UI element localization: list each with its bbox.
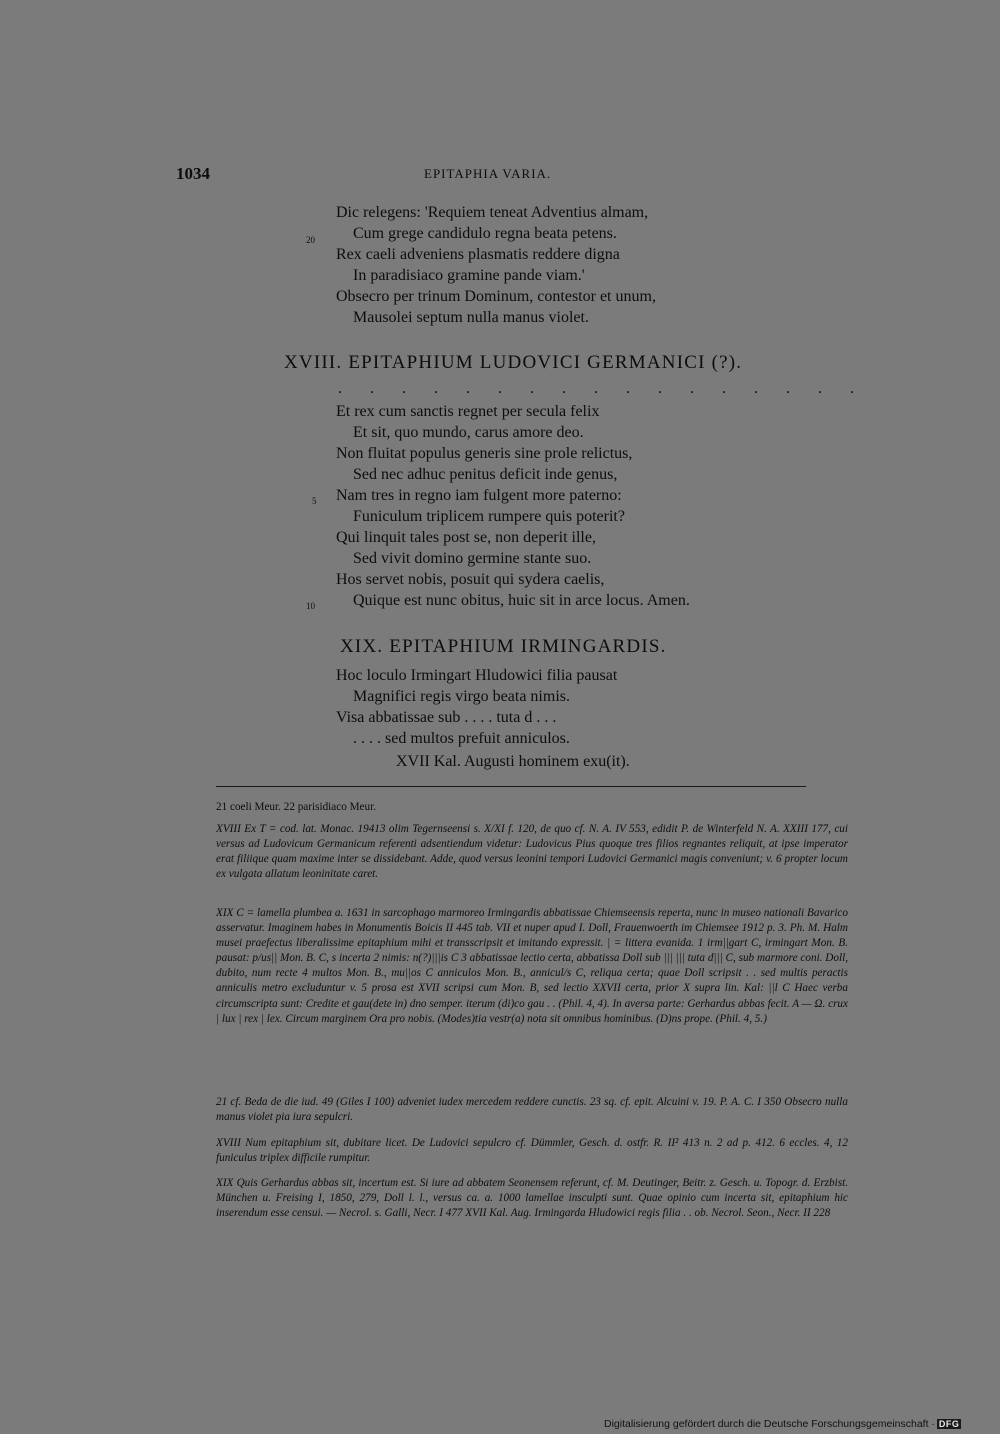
verse-line: Rex caeli adveniens plasmatis reddere digna bbox=[336, 246, 620, 263]
lacuna-dots: . . . . . . . . . . . . . . . . . bbox=[338, 380, 866, 397]
apparatus-note-xviii bbox=[216, 822, 848, 882]
source-note-xix bbox=[216, 1176, 848, 1221]
verse-line: Cum grege candidulo regna beata petens. bbox=[353, 225, 617, 242]
running-title: EPITAPHIA VARIA. bbox=[424, 166, 552, 181]
source-note-21 bbox=[216, 1095, 848, 1125]
note-text: XIX Quis Gerhardus abbas sit, incertum est. Si iure ad abbatem Seonensem referunt, cf. M. Deutinger, Beitr. z. Gesch. u. Topogr. d. Erzbist. München u. Freising I, 1850, 279, Doll l. l., versus ca. a. 1000 lamellae insculpti sunt. Quae opinio cum incerta sit, epitaphium hic inserendum esse censui. — Necrol. s. Galli, Necr. I 477 XVII Kal. Aug. Irmingarda Hludowici regis filia . . ob. Necrol. Seon., Necr. II 228 bbox=[216, 1177, 848, 1220]
verse-line: Dic relegens: 'Requiem teneat Adventius almam, bbox=[336, 204, 649, 221]
verse-line: Obsecro per trinum Dominum, contestor et unum, bbox=[336, 288, 656, 305]
verse-line: Visa abbatissae sub . . . . tuta d . . . bbox=[336, 709, 557, 726]
line-number: 10 bbox=[306, 601, 315, 611]
verse-line: In paradisiaco gramine pande viam.' bbox=[353, 267, 585, 284]
verse-line: Mausolei septum nulla manus violet. bbox=[353, 309, 589, 326]
verse-line: Et sit, quo mundo, carus amore deo. bbox=[353, 424, 584, 441]
line-number: 5 bbox=[312, 496, 317, 506]
note-text: XVIII Ex T = cod. lat. Monac. 19413 olim Tegernseensi s. X/XI f. 120, de quo cf. N. A. IV 553, edidit P. de Winterfeld N. A. XXIII 177, cui versus ad Ludovicum Germanicum referenti adsentiendum videtur: Ludovicus Pius quoque tres filios regnantes reliquit, at ipse imperator erat filiique quam maxime inter se dissidebant. Adde, quod versus leonini tempori Ludovici Germanici magis conveniunt; v. 6 propter locum ex vulgata allatum leoninitate caret. bbox=[216, 823, 848, 881]
verse-line: . . . . sed multos prefuit anniculos. bbox=[353, 730, 570, 747]
note-text: XIX C = lamella plumbea a. 1631 in sarcophago marmoreo Irmingardis abbatissae Chiemseensis reperta, nunc in museo nationali Bavarico asservatur. Imaginem habes in Monumentis Boicis II 445 tab. VII et nuper apud I. Doll, Frauenwoerth im Chiemsee 1912 p. 3. Ph. M. Halm musei praefectus liberalissime epitaphium mihi et transscripsit et imitando expressit. | = littera evanida. 1 irm||gart C, irmingart Mon. B. pausat: p/us|| Mon. B. C, s incerta 2 nimis: n(?)|||is C 3 abbatissae lectio certa, abbatissa Doll sub ||| ||| tuta d||| C, sub marmore coni. Doll, dubito, num recte 4 multos Mon. B., mu||os C anniculos Mon. B., annicul/s C, reliqua certa; quae Doll scripsit . . sed multis peractis anniculis metro excluduntur v. 5 prosa est XVII scripsi cum Mon. B, sed lectio XXVII certa, prior X supra lin. Kal: ||l C Haec verba circumscripta sunt: Credite et gau(dete in) dno semper. iterum (di)co gau . . (Phil. 4, 4). In aversa parte: Gerhardus abbas fecit. A — Ω. crux | lux | rex | lex. Circum marginem Ora pro nobis. (Modes)tia vestr(a) nota sit omnibus hominibus. (D)ns prope. (Phil. 4, 5.) bbox=[216, 907, 848, 1025]
source-note-xviii bbox=[216, 1136, 848, 1166]
note-text: XVIII Num epitaphium sit, dubitare licet. De Ludovici sepulcro cf. Dümmler, Gesch. d. ostfr. R. II² 413 n. 2 ad p. 412. 6 eccles. 4, 12 funiculus triplex difficile rumpitur. bbox=[216, 1137, 848, 1165]
line-number: 20 bbox=[306, 235, 315, 245]
verse-line: Magnifici regis virgo beata nimis. bbox=[353, 688, 570, 705]
verse-line: Et rex cum sanctis regnet per secula felix bbox=[336, 403, 600, 420]
digitization-footer bbox=[604, 1418, 961, 1430]
verse-line: Hoc loculo Irmingart Hludowici filia pausat bbox=[336, 667, 618, 684]
verse-line: Qui linquit tales post se, non deperit ille, bbox=[336, 529, 596, 546]
apparatus-note-xix bbox=[216, 906, 848, 1027]
divider-rule bbox=[216, 786, 806, 787]
verse-line: Sed nec adhuc penitus deficit inde genus, bbox=[353, 466, 618, 483]
verse-line: Quique est nunc obitus, huic sit in arce locus. Amen. bbox=[353, 592, 690, 609]
verse-line: Hos servet nobis, posuit qui sydera caelis, bbox=[336, 571, 605, 588]
verse-line: Non fluitat populus generis sine prole relictus, bbox=[336, 445, 633, 462]
poem18-title: XVIII. EPITAPHIUM LUDOVICI GERMANICI (?). bbox=[284, 352, 743, 373]
page-number: 1034 bbox=[176, 164, 210, 183]
poem19-title: XIX. EPITAPHIUM IRMINGARDIS. bbox=[340, 636, 667, 657]
verse-line: Nam tres in regno iam fulgent more paterno: bbox=[336, 487, 622, 504]
dfg-logo: DFG bbox=[938, 1419, 960, 1429]
note-text: 21 cf. Beda de die iud. 49 (Giles I 100) adveniet iudex mercedem reddere cunctis. 23 sq. cf. epit. Alcuini v. 19. P. A. C. I 350 Obsecro nulla manus violet pia iura sepulcri. bbox=[216, 1096, 848, 1124]
apparatus-note-21: 21 coeli Meur. 22 parisidiaco Meur. bbox=[216, 801, 377, 813]
verse-line: Funiculum triplicem rumpere quis poterit? bbox=[353, 508, 625, 525]
verse-line: Sed vivit domino germine stante suo. bbox=[353, 550, 592, 567]
verse-line: XVII Kal. Augusti hominem exu(it). bbox=[396, 753, 630, 770]
footer-text: Digitalisierung gefördert durch die Deutsche Forschungsgemeinschaft · bbox=[604, 1418, 935, 1430]
